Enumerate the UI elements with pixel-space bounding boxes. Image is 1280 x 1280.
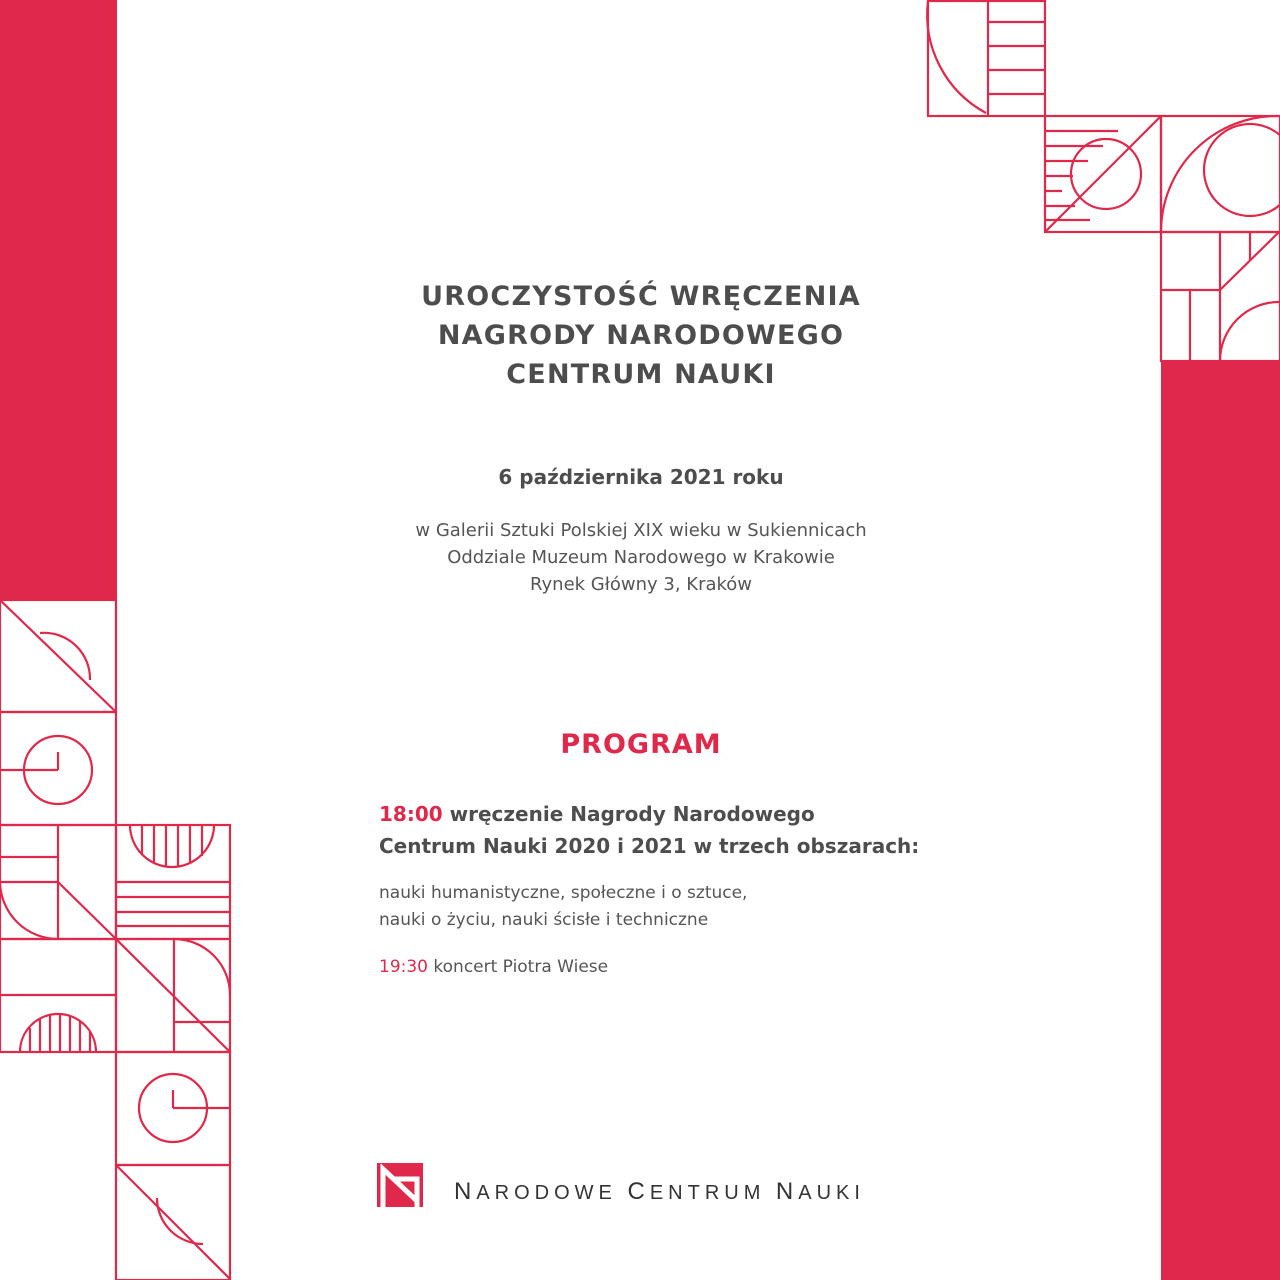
venue-line: w Galerii Sztuki Polskiej XIX wieku w Sukiennicach	[415, 520, 867, 541]
event-title	[285, 277, 997, 394]
program-text: wręczenie Nagrody Narodowego	[449, 802, 815, 826]
program-heading: PROGRAM	[560, 729, 722, 760]
program-text: koncert Piotra Wiese	[433, 957, 609, 977]
wordmark-text: ENTRUM	[649, 1182, 766, 1204]
program-item-ceremony	[379, 798, 919, 862]
wordmark-letter: N	[775, 1178, 799, 1205]
title-line: UROCZYSTOŚĆ WRĘCZENIA	[421, 281, 861, 312]
program-item-concert	[379, 957, 608, 977]
ncn-wordmark	[454, 1178, 865, 1206]
ncn-logo-icon	[377, 1163, 423, 1207]
program-time: 19:30	[379, 957, 428, 977]
event-venue	[285, 517, 997, 598]
program-text: Centrum Nauki 2020 i 2021 w trzech obszarach:	[379, 834, 920, 858]
wordmark-text: ARODOWE	[476, 1182, 617, 1204]
program-areas	[379, 880, 747, 934]
wordmark-text: AUKI	[798, 1182, 865, 1204]
areas-line: nauki humanistyczne, społeczne i o sztuce,	[379, 883, 748, 903]
wordmark-letter: C	[627, 1178, 650, 1205]
title-line: NAGRODY NARODOWEGO	[437, 320, 845, 351]
event-date: 6 października 2021 roku	[498, 465, 784, 489]
venue-line: Oddziale Muzeum Narodowego w Krakowie	[447, 547, 835, 568]
areas-line: nauki o życiu, nauki ścisłe i techniczne	[379, 910, 709, 930]
program-time: 18:00	[379, 802, 443, 826]
title-line: CENTRUM NAUKI	[506, 359, 776, 390]
wordmark-letter: N	[454, 1178, 477, 1205]
venue-line: Rynek Główny 3, Kraków	[529, 574, 753, 595]
